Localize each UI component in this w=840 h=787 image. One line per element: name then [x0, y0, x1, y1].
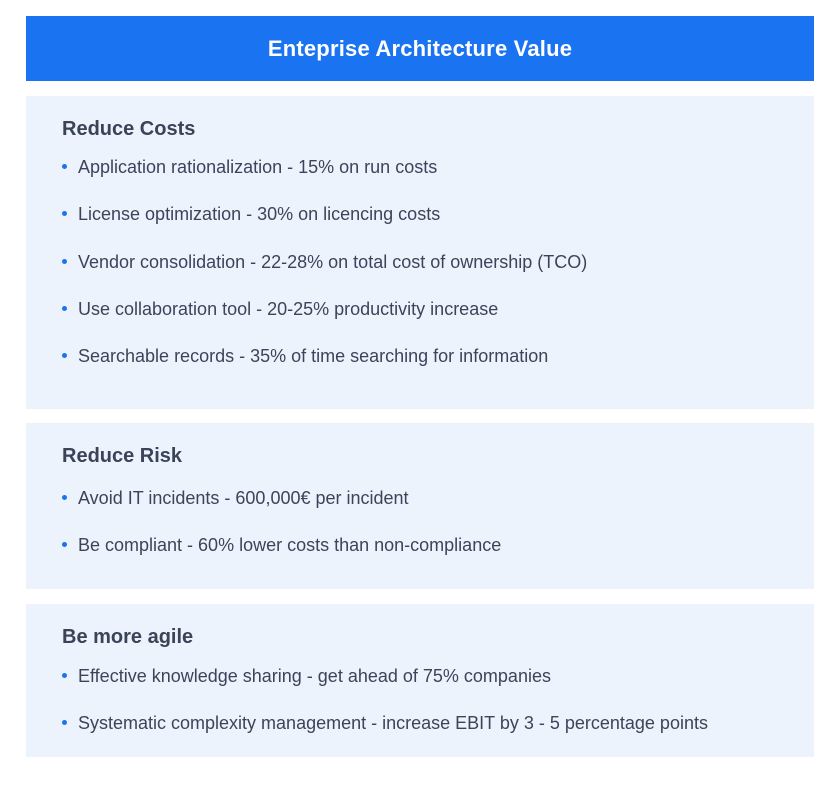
bullet-list	[62, 666, 708, 761]
bullet-dot-icon	[62, 306, 67, 311]
bullet-dot-icon	[62, 259, 67, 264]
list-item	[62, 488, 501, 535]
section-reduce-costs	[26, 96, 814, 409]
list-item	[62, 204, 587, 251]
header-banner	[26, 16, 814, 81]
section-title: Be more agile	[62, 626, 194, 648]
list-item-text: License optimization - 30% on licencing costs	[78, 204, 441, 225]
bullet-dot-icon	[62, 495, 67, 500]
section-title: Reduce Risk	[62, 445, 183, 467]
list-item	[62, 346, 587, 393]
bullet-dot-icon	[62, 164, 67, 169]
list-item	[62, 535, 501, 582]
bullet-dot-icon	[62, 720, 67, 725]
list-item-text: Application rationalization - 15% on run costs	[78, 157, 438, 177]
list-item-text: Vendor consolidation - 22-28% on total cost of ownership (TCO)	[78, 251, 588, 272]
list-item-text: Systematic complexity management - increase EBIT by 3 - 5 percentage points	[78, 713, 708, 734]
list-item	[62, 713, 708, 760]
bullet-list	[62, 488, 501, 583]
list-item-text: Be compliant - 60% lower costs than non-compliance	[78, 535, 502, 556]
section-be-more-agile	[26, 604, 814, 757]
bullet-dot-icon	[62, 353, 67, 358]
list-item-text: Use collaboration tool - 20-25% productivity increase	[78, 298, 499, 319]
list-item	[62, 157, 587, 204]
list-item	[62, 666, 708, 713]
list-item	[62, 252, 587, 299]
list-item-text: Avoid IT incidents - 600,000€ per incident	[78, 488, 409, 508]
section-reduce-risk	[26, 423, 814, 589]
list-item-text: Effective knowledge sharing - get ahead of 75% companies	[78, 666, 551, 686]
bullet-dot-icon	[62, 673, 67, 678]
list-item-text: Searchable records - 35% of time searching for information	[78, 346, 549, 367]
page-title: Enteprise Architecture Value	[267, 35, 573, 61]
bullet-dot-icon	[62, 211, 67, 216]
section-title: Reduce Costs	[62, 118, 196, 140]
bullet-dot-icon	[62, 542, 67, 547]
list-item	[62, 299, 587, 346]
bullet-list	[62, 157, 587, 393]
